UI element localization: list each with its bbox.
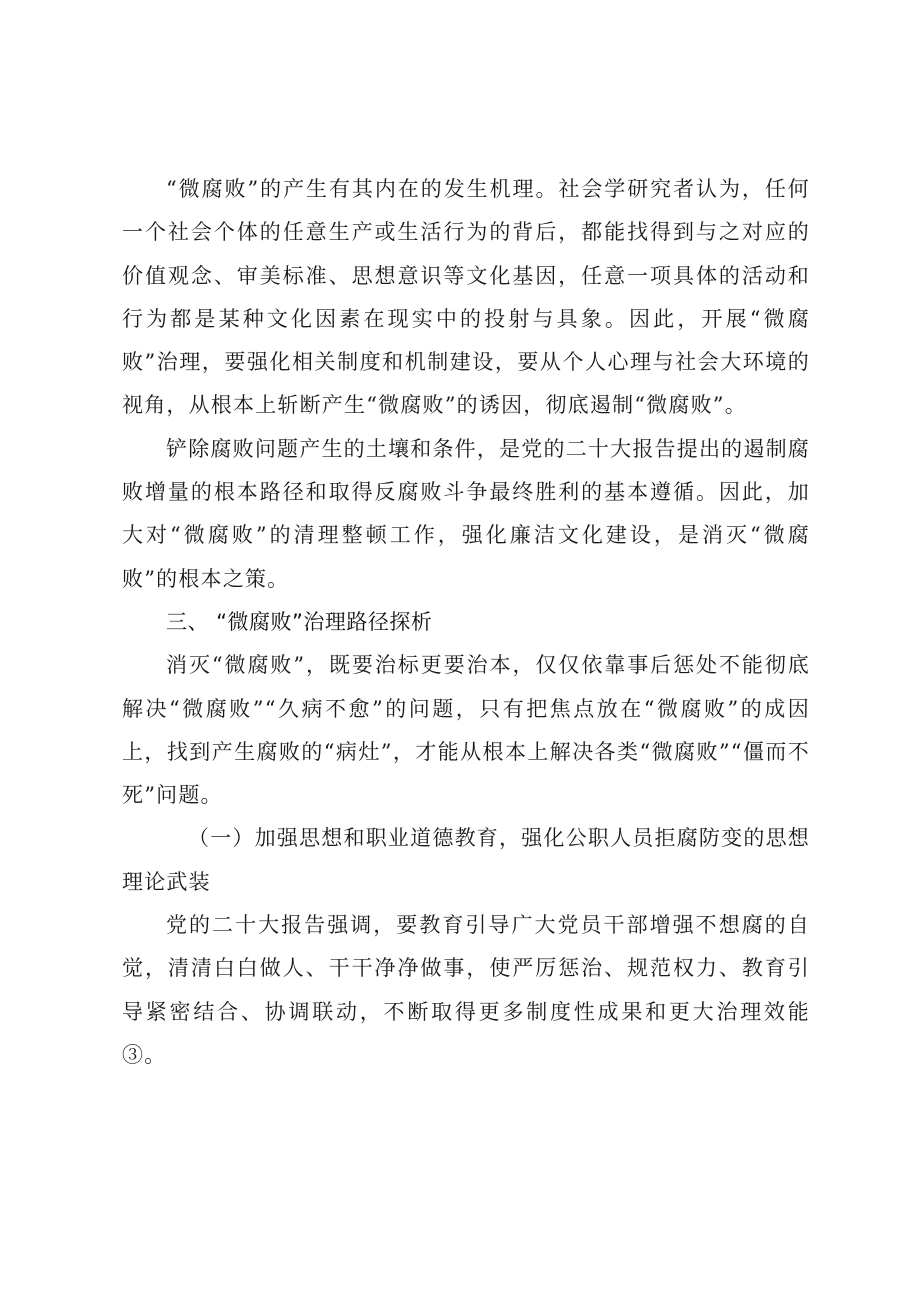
subsection-heading-ideological-education: （一）加强思想和职业道德教育，强化公职人员拒腐防变的思想理论武装 [122,826,810,894]
paragraph-twentieth-congress-report: 党的二十大报告强调，要教育引导广大党员干部增强不想腐的自觉，清清白白做人、干干净净做事，使严厉惩治、规范权力、教育引导紧密结合、协调联动，不断取得更多制度性成果和更大治理效能③。 [122,913,810,1067]
paragraph-micro-corruption-mechanism: “微腐败”的产生有其内在的发生机理。社会学研究者认为，任何一个社会个体的任意生产或生活行为的背后，都能找得到与之对应的价值观念、审美标准、思想意识等文化基因，任意一项具体的活动和行为都是某种文化因素在现实中的投射与具象。因此，开展“微腐败”治理，要强化相关制度和机制建设，要从个人心理与社会大环境的视角，从根本上斩断产生“微腐败”的诱因，彻底遏制“微腐败”。 [122,177,810,418]
section-heading-governance-paths: 三、 “微腐败”治理路径探析 [166,609,433,634]
paragraph-eradicate-soil: 铲除腐败问题产生的土壤和条件，是党的二十大报告提出的遏制腐败增量的根本路径和取得反腐败斗争最终胜利的基本遵循。因此，加大对“微腐败”的清理整顿工作，强化廉洁文化建设，是消灭“微腐败”的根本之策。 [122,436,810,591]
paragraph-treat-root-cause: 消灭“微腐败”，既要治标更要治本，仅仅依靠事后惩处不能彻底解决“微腐败”“久病不愈”的问题，只有把焦点放在“微腐败”的成因上，找到产生腐败的“病灶”，才能从根本上解决各类“微腐败”“僵而不死”问题。 [122,653,810,808]
document-body [122,168,810,1077]
